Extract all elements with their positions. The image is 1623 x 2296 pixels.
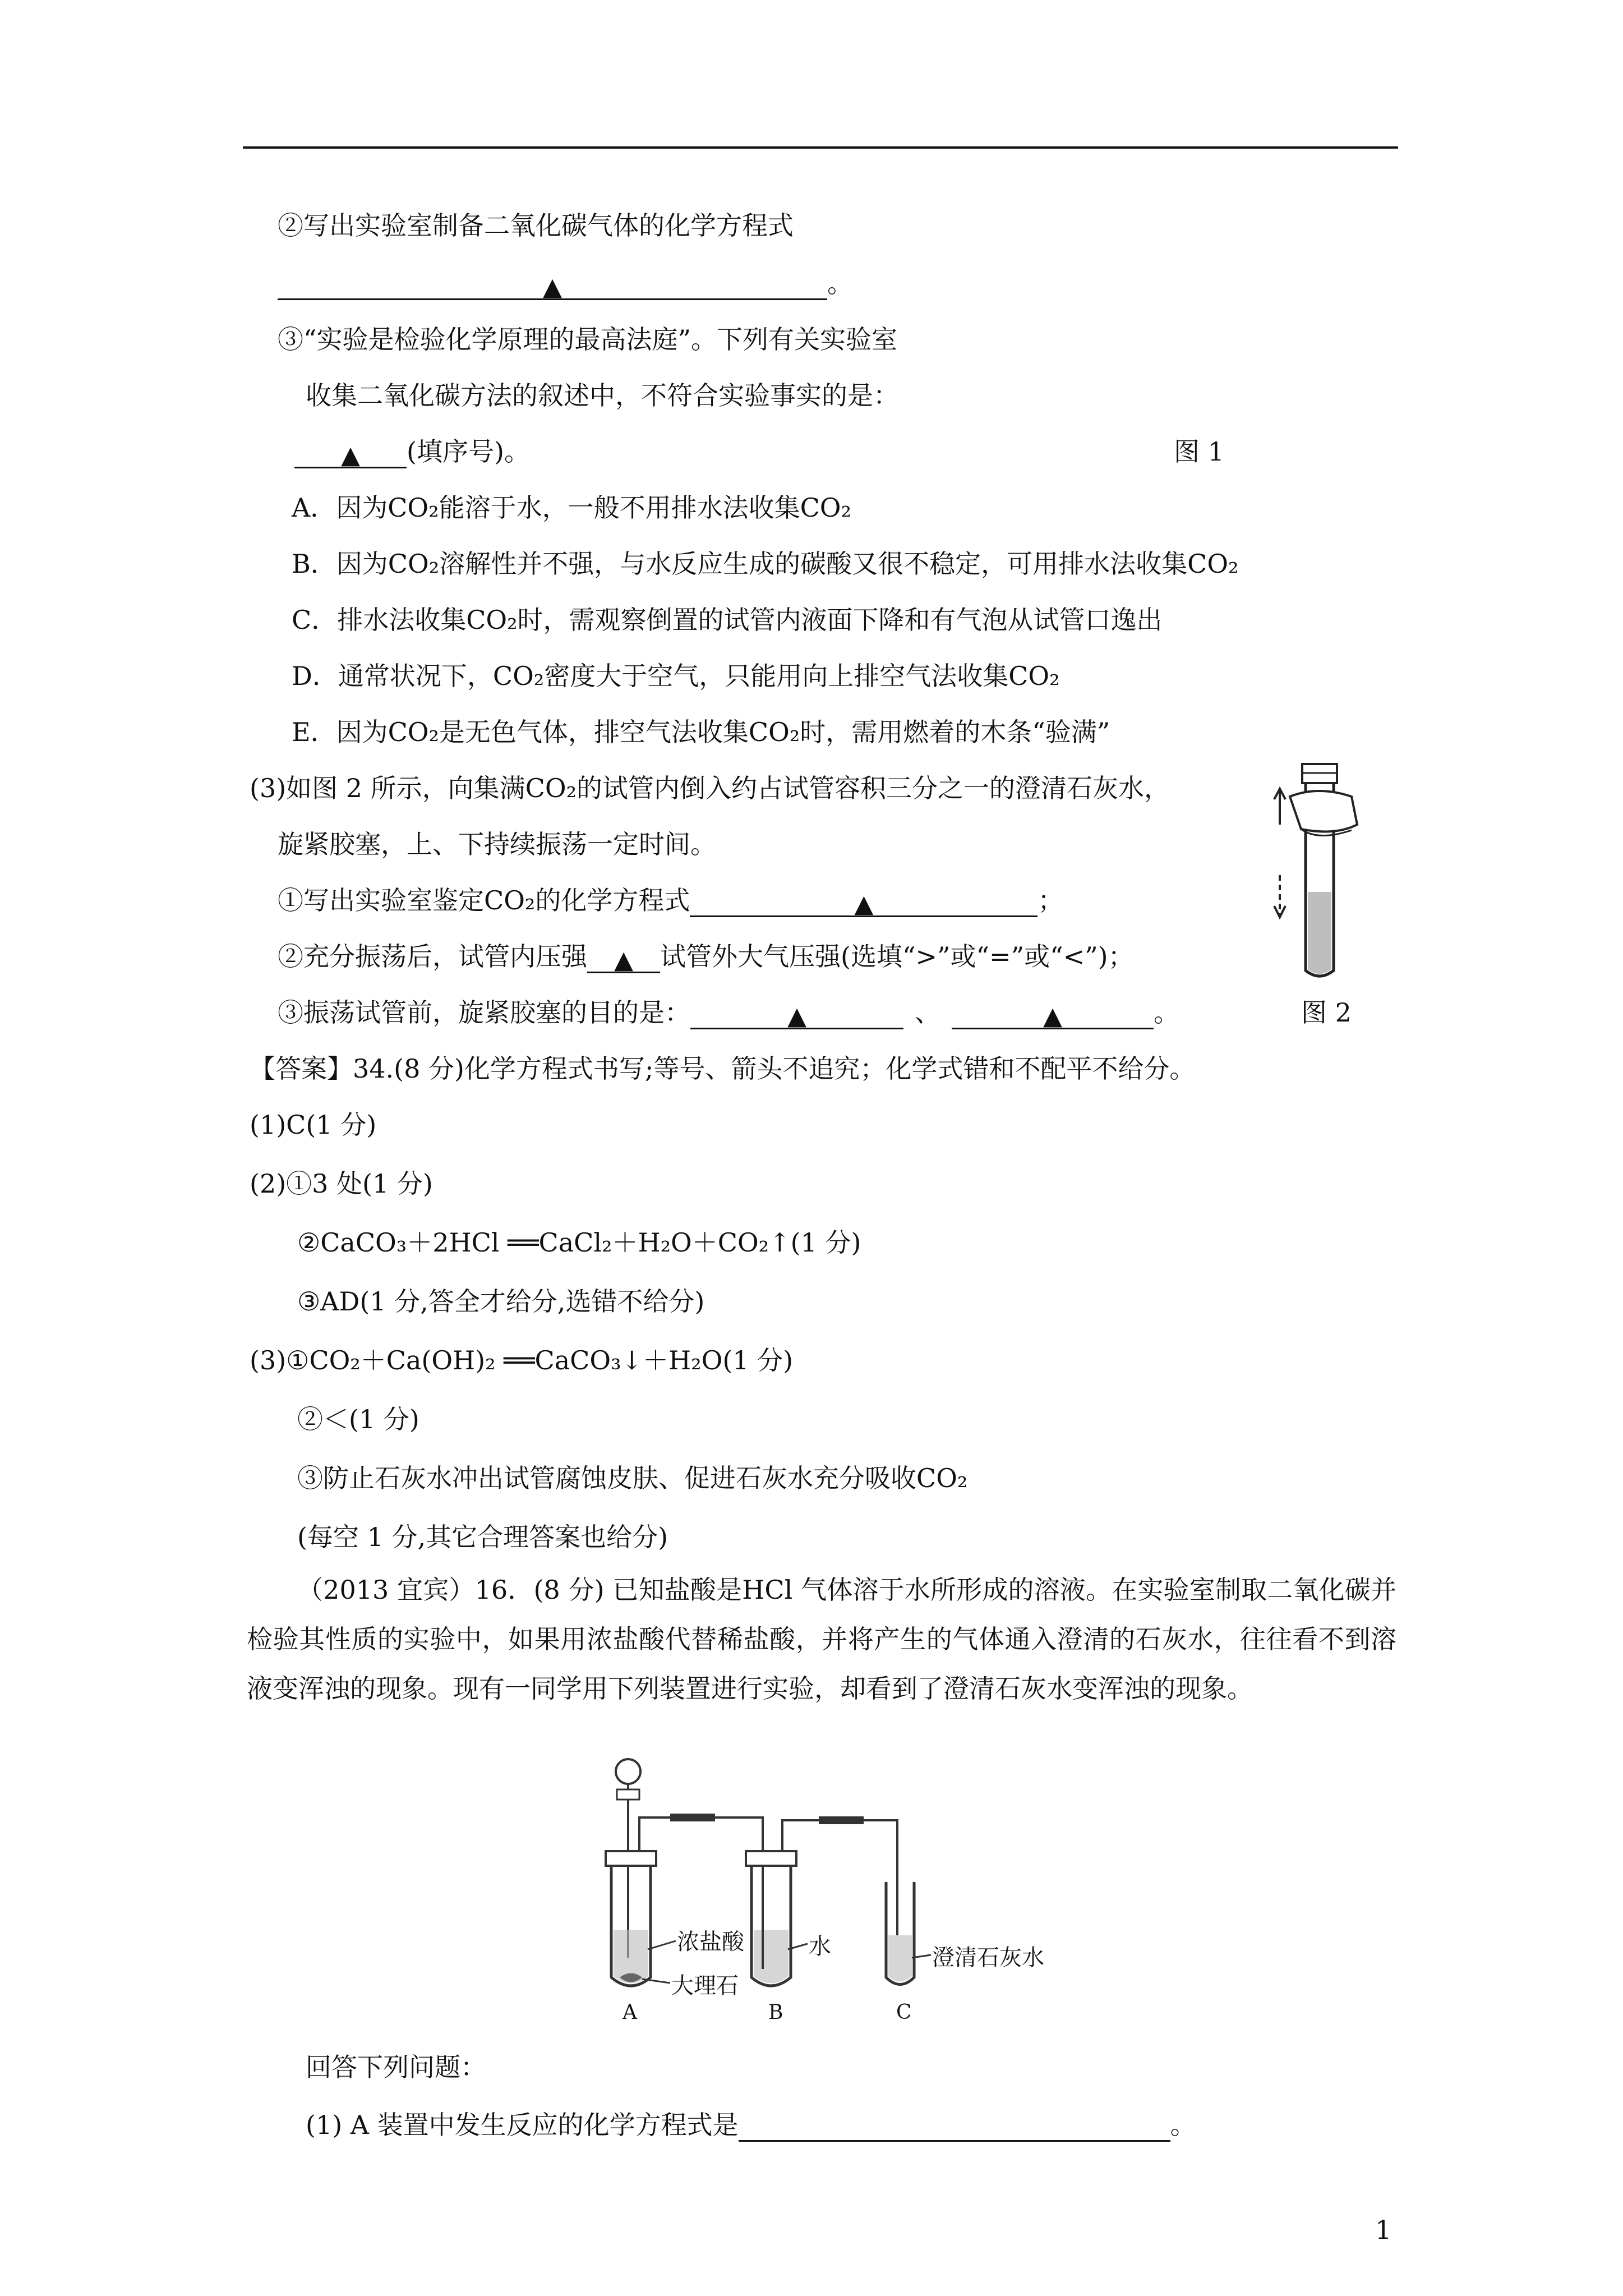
line-q2-3: ③“实验是检验化学原理的最高法庭”。下列有关实验室 — [278, 324, 898, 355]
page-number: 1 — [1375, 2215, 1392, 2245]
answer-blank[interactable]: ▲ — [690, 886, 1038, 917]
option-e: E．因为CO₂是无色气体，排空气法收集CO₂时，需用燃着的木条“验满” — [292, 717, 1110, 747]
line-q2-3c: ▲ (填序号)。 — [294, 435, 530, 468]
label-a: A — [623, 2001, 637, 2024]
option-b: B．因为CO₂溶解性并不强，与水反应生成的碳酸又很不稳定，可用排水法收集CO₂ — [292, 549, 1239, 579]
answer-blank[interactable]: ▲ — [278, 269, 827, 300]
figure-1-label: 图 1 — [1174, 436, 1224, 467]
answer-2-2: ②CaCO₃＋2HCl ══CaCl₂＋H₂O＋CO₂↑(1 分) — [297, 1227, 861, 1258]
q3-intro-2: 旋紧胶塞，上、下持续振荡一定时间。 — [278, 829, 716, 859]
answer-2-3: ③AD(1 分,答全才给分,选错不给分) — [297, 1286, 705, 1317]
answer-3-4: (每空 1 分,其它合理答案也给分) — [297, 1522, 668, 1552]
test-tube-hand-figure — [1267, 757, 1368, 982]
label-limewater: 澄清石灰水 — [932, 1945, 1044, 1971]
q3-2: ②充分振荡后，试管内压强 ▲ 试管外大气压强(选填“>”或“=”或“<”)； — [278, 941, 1134, 974]
q3-1: ①写出实验室鉴定CO₂的化学方程式 ▲ ； — [278, 885, 1064, 918]
q3-intro: (3)如图 2 所示，向集满CO₂的试管内倒入约占试管容积三分之一的澄清石灰水， — [250, 773, 1170, 803]
figure-2-label: 图 2 — [1301, 997, 1352, 1028]
answer-header: 【答案】34.(8 分)化学方程式书写;等号、箭头不追究；化学式错和不配平不给分。 — [250, 1053, 1196, 1084]
answer-blank[interactable]: ▲ — [690, 999, 903, 1029]
problem-16-text: （2013 宜宾）16．(8 分) 已知盐酸是HCl 气体溶于水所形成的溶液。在实验室制取二氧化碳并检验其性质的实验中，如果用浓盐酸代替稀盐酸，并将产生的气体通入澄清的石灰水，往往看不到溶液变浑浊的现象。现有一同学用下列装置进行实验，却看到了澄清石灰水变浑浊的现象。 — [247, 1575, 1396, 1704]
label-acid: 浓盐酸 — [677, 1929, 744, 1955]
answer-blank[interactable]: ▲ — [952, 999, 1154, 1029]
line-q2-2-blank: ▲ 。 — [278, 266, 853, 300]
answer-blank[interactable]: ▲ — [587, 942, 660, 973]
answer-2-1: (2)①3 处(1 分) — [250, 1168, 433, 1199]
option-a: A．因为CO₂能溶于水，一般不用排水法收集CO₂ — [292, 493, 851, 523]
problem-16-q1: (1) A 装置中发生反应的化学方程式是 。 — [306, 2108, 1196, 2142]
line-q2-2: ②写出实验室制备二氧化碳气体的化学方程式 — [278, 210, 794, 241]
answer-prompt: 回答下列问题： — [306, 2052, 486, 2082]
apparatus-figure — [594, 1756, 1032, 2019]
label-b: B — [768, 2001, 783, 2024]
label-water: 水 — [809, 1934, 831, 1959]
q3-3: ③振荡试管前，旋紧胶塞的目的是： ▲ 、 ▲ 。 — [278, 997, 1179, 1030]
option-c: C．排水法收集CO₂时，需观察倒置的试管内液面下降和有气泡从试管口逸出 — [292, 605, 1163, 635]
answer-blank[interactable] — [739, 2111, 1170, 2142]
answer-3-3: ③防止石灰水冲出试管腐蚀皮肤、促进石灰水充分吸收CO₂ — [297, 1463, 968, 1493]
line-q2-3b: 收集二氧化碳方法的叙述中，不符合实验事实的是： — [306, 380, 899, 411]
answer-3-2: ②＜(1 分) — [297, 1404, 419, 1434]
label-marble: 大理石 — [671, 1973, 739, 1999]
answer-1: (1)C(1 分) — [250, 1110, 377, 1140]
header-rule — [243, 146, 1398, 149]
answer-blank[interactable]: ▲ — [294, 438, 407, 468]
answer-3-1: (3)①CO₂＋Ca(OH)₂ ══CaCO₃↓＋H₂O(1 分) — [250, 1345, 794, 1375]
option-d: D．通常状况下，CO₂密度大于空气，只能用向上排空气法收集CO₂ — [292, 661, 1060, 691]
label-c: C — [896, 2001, 912, 2024]
